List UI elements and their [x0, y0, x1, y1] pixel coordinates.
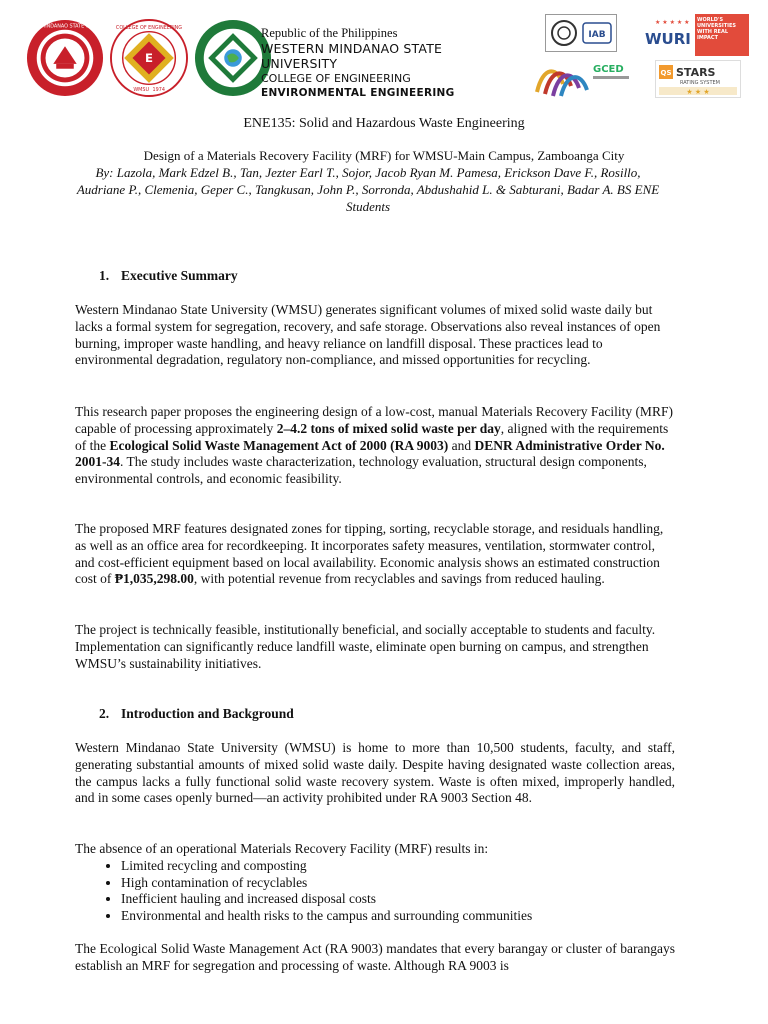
- svg-text:1974: 1974: [152, 87, 165, 94]
- university-name-line1: WESTERN MINDANAO STATE: [261, 41, 443, 56]
- list-item: • Inefficient hauling and increased disposal costs: [121, 891, 675, 908]
- svg-text:WESTERN MINDANAO STATE UNIVERS: WESTERN MINDANAO STATE UNIVERSITY: [15, 23, 115, 30]
- section-title: Introduction and Background: [121, 706, 294, 721]
- svg-text:★ ★ ★ ★ ★: ★ ★ ★ ★ ★: [655, 19, 690, 26]
- svg-text:WURI: WURI: [645, 30, 691, 48]
- header-text-block: [261, 26, 455, 100]
- introduction-paragraph-1: Western Mindanao State University (WMSU) is home to more than 10,500 students, faculty, and staff, generating substantial amounts of mixed solid waste daily. Despite having designated waste collection areas, the campus lacks a fully functional solid waste recovery system. Waste is often mixed, improperly handled, and in some cases openly burned—an activity prohibited under RA 9003 Section 48.: [75, 740, 675, 806]
- executive-summary-paragraph-2: This research paper proposes the engineering design of a low-cost, manual Materials Recovery Facility (MRF) capable of processing approximately 2–4.2 tons of mixed solid waste per day, aligned with the requirements of the Ecological Solid Waste Management Act of 2000 (RA 9003) and DENR Administrative Order No. 2001-34. The study includes waste characterization, technology evaluation, structural design components, environmental controls, and economic feasibility.: [75, 404, 673, 487]
- department-name: ENVIRONMENTAL ENGINEERING: [261, 87, 455, 99]
- header-logos: [15, 16, 272, 100]
- university-name-line2: UNIVERSITY: [261, 56, 338, 71]
- college-name: COLLEGE OF ENGINEERING: [261, 72, 411, 85]
- introduction-paragraph-2: The absence of an operational Materials Recovery Facility (MRF) results in: • Limited recycling and composting • High contamination of recyclables • Inefficient hauling and increased disposal costs • Environmental and health risks to the campus and surrounding communities: [75, 841, 675, 925]
- list-item: • High contamination of recyclables: [121, 875, 675, 892]
- section-number: 1.: [99, 268, 110, 283]
- svg-text:RATING SYSTEM: RATING SYSTEM: [680, 80, 720, 86]
- list-item: • Environmental and health risks to the campus and surrounding communities: [121, 908, 675, 925]
- svg-text:WMSU: WMSU: [133, 87, 150, 94]
- certification-logo: [545, 14, 617, 52]
- course-title: ENE135: Solid and Hazardous Waste Engineering: [243, 116, 525, 131]
- svg-text:IAB: IAB: [588, 30, 606, 40]
- wuri-logo: ★ ★ ★ ★ ★ WURI WORLD'S UNIVERSITIES WITH REAL IMPACT: [643, 14, 749, 56]
- svg-text:QS: QS: [660, 69, 672, 77]
- svg-text:GCED: GCED: [593, 64, 624, 75]
- list-item: • Limited recycling and composting: [121, 858, 675, 875]
- certification-seal-icon: [550, 19, 578, 47]
- executive-summary-paragraph-1: Western Mindanao State University (WMSU) generates significant volumes of mixed solid waste daily but lacks a formal system for segregation, recovery, and safe storage. Observations also reveal instances of open burning, improper waste handling, and heavy reliance on landfill disposal. These practices lead to environmental degradation, regulatory non-compliance, and missed opportunities for recycling.: [75, 302, 661, 368]
- wmsu-seal-logo: [15, 19, 115, 97]
- section-number: 2.: [99, 706, 110, 721]
- mrf-absence-bullet-list: [75, 858, 675, 925]
- svg-text:STARS: STARS: [676, 66, 716, 79]
- author-list: By: Lazola, Mark Edzel B., Tan, Jezter Earl T., Sojor, Jacob Ryan M. Pamesa, Erickson Dave F., Rosillo, Audriane P., Clemenia, Geper C., Tangkusan, John P., Sorronda, Abdushahid L. & Sabturani, Badar A. BS ENE Students: [76, 165, 660, 214]
- introduction-paragraph-3: The Ecological Solid Waste Management Act (RA 9003) mandates that every barangay or cluster of barangays establish an MRF for segregation and processing of waste. Although RA 9003 is: [75, 941, 675, 973]
- svg-text:★ ★ ★: ★ ★ ★: [686, 88, 710, 96]
- section-title: Executive Summary: [121, 268, 238, 283]
- svg-text:COLLEGE OF ENGINEERING: COLLEGE OF ENGINEERING: [115, 24, 183, 31]
- gced-logo: [531, 56, 631, 100]
- executive-summary-paragraph-4: The project is technically feasible, institutionally beneficial, and socially acceptable to students and faculty. Implementation can significantly reduce landfill waste, eliminate open burning on campus, and strengthen WMSU’s sustainability initiatives.: [75, 622, 656, 671]
- executive-summary-paragraph-3: The proposed MRF features designated zones for tipping, sorting, recyclable storage, and residuals handling, as well as an office area for recordkeeping. It incorporates safety measures, ventilation, stormwater control, and cost-efficient equipment based on local availability. Economic analysis shows an estimated construction cost of ₱1,035,298.00, with potential revenue from recyclables and savings from reduced hauling.: [75, 521, 664, 587]
- college-of-engineering-seal-logo: [110, 19, 188, 97]
- qs-stars-logo: [655, 60, 741, 98]
- svg-text:E: E: [145, 50, 153, 65]
- section-heading-executive-summary: [75, 268, 675, 285]
- paper-title: Design of a Materials Recovery Facility (MRF) for WMSU-Main Campus, Zamboanga City: [143, 148, 625, 163]
- section-heading-introduction: [75, 706, 675, 723]
- republic-label: Republic of the Philippines: [261, 26, 398, 40]
- iab-mark-icon: [582, 21, 612, 45]
